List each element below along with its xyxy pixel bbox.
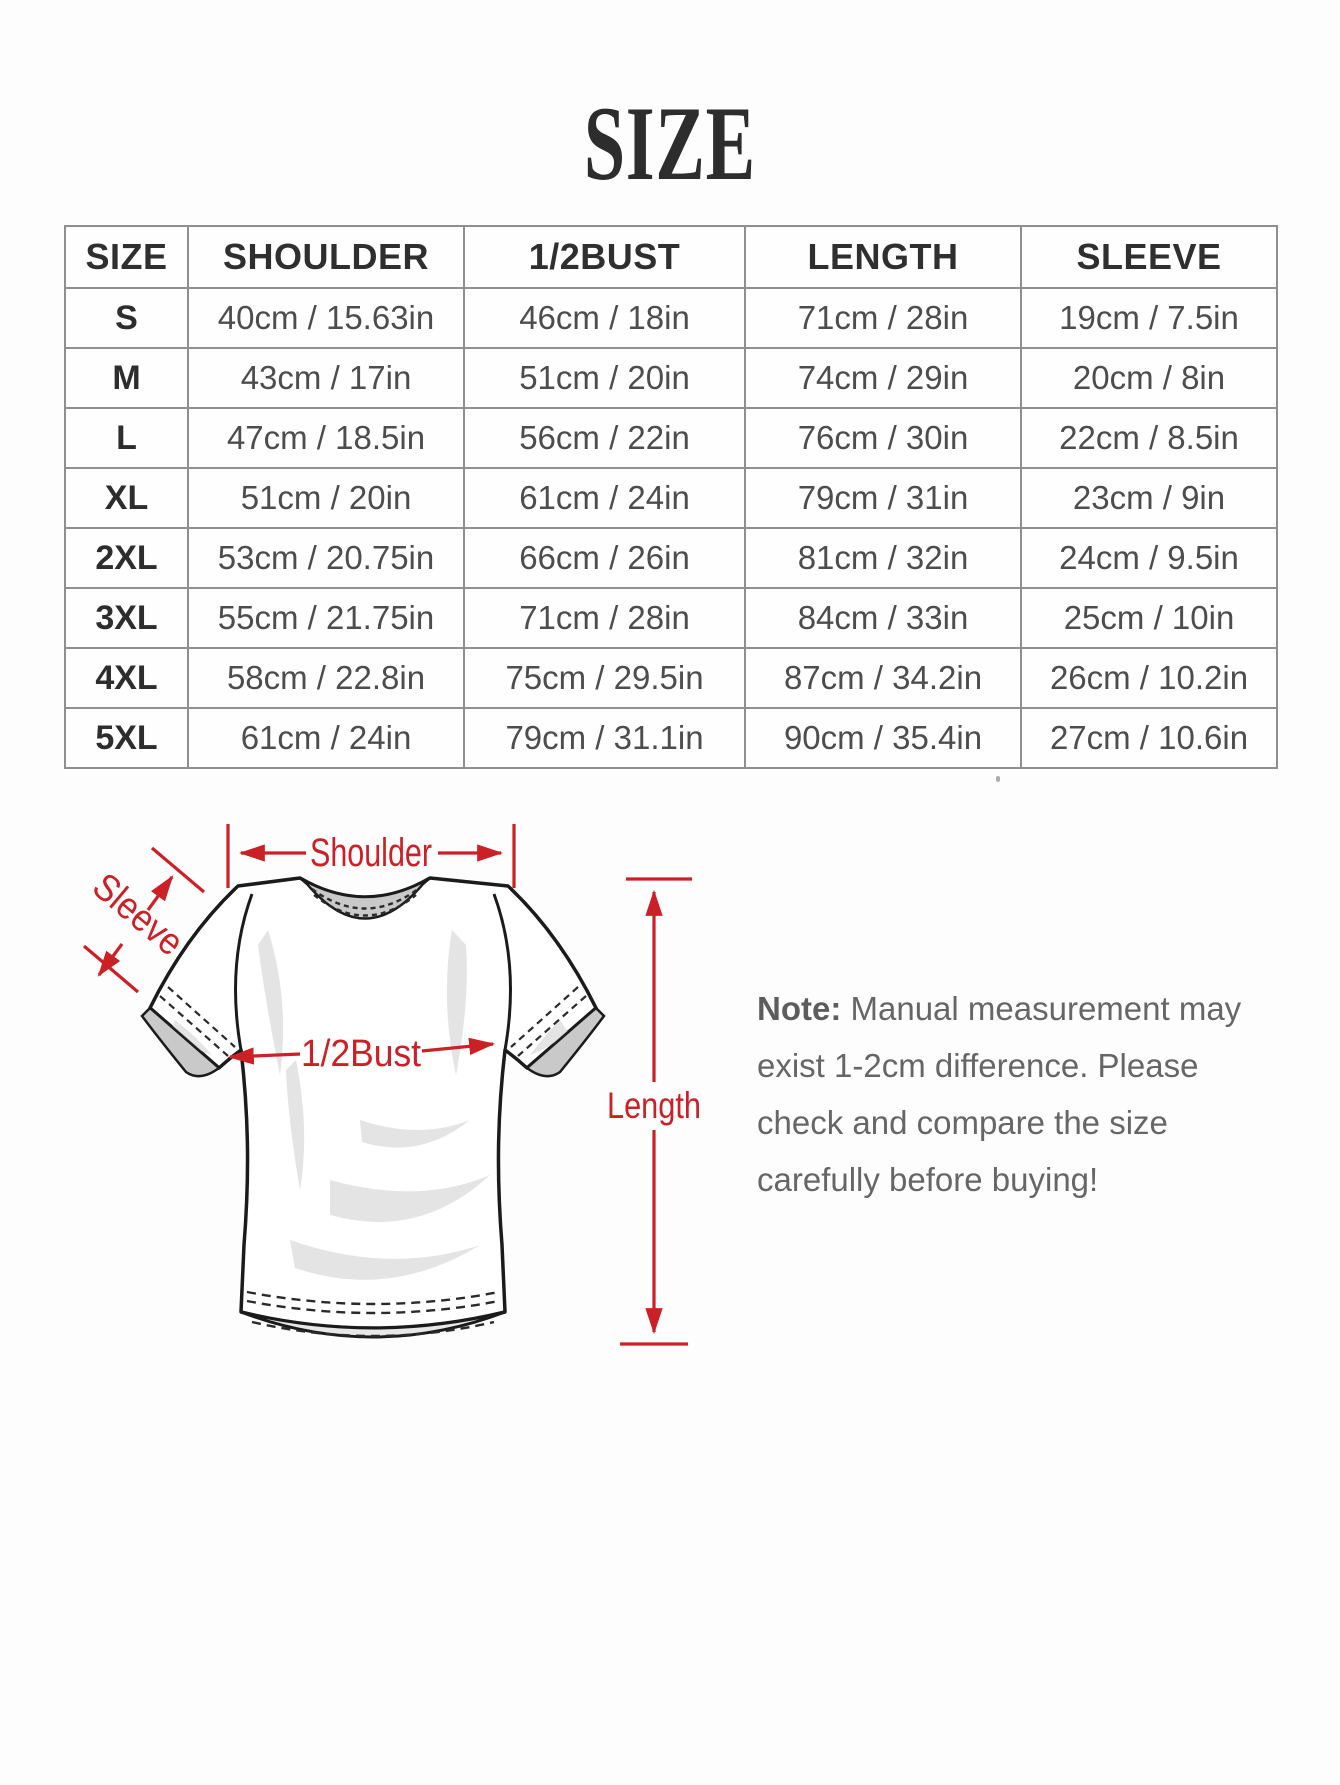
measurement-cell: 53cm / 20.75in [188,528,464,588]
measurement-cell: 79cm / 31in [745,468,1021,528]
size-cell: 2XL [65,528,188,588]
measurement-cell: 90cm / 35.4in [745,708,1021,768]
measurement-cell: 56cm / 22in [464,408,745,468]
measurement-cell: 79cm / 31.1in [464,708,745,768]
note-line: check and compare the size [757,1104,1168,1141]
note-line-text: Manual measurement may [850,990,1242,1027]
sleeve-upper-tick [152,848,204,892]
size-cell: 5XL [65,708,188,768]
note-line: exist 1-2cm difference. Please [757,1047,1199,1084]
measurement-cell: 81cm / 32in [745,528,1021,588]
shoulder-label: Shoulder [310,831,432,875]
measurement-cell: 46cm / 18in [464,288,745,348]
size-cell: M [65,348,188,408]
note-bold-prefix: Note: [757,990,842,1027]
measurement-cell: 61cm / 24in [464,468,745,528]
measurement-cell: 58cm / 22.8in [188,648,464,708]
measurement-cell: 61cm / 24in [188,708,464,768]
measurement-cell: 24cm / 9.5in [1021,528,1277,588]
size-cell: 4XL [65,648,188,708]
column-header: SLEEVE [1021,226,1277,288]
note-block [757,980,1257,1208]
size-cell: 3XL [65,588,188,648]
measurement-cell: 84cm / 33in [745,588,1021,648]
sleeve-lower-tick [84,946,138,992]
size-cell: L [65,408,188,468]
size-cell: XL [65,468,188,528]
measurement-cell: 51cm / 20in [188,468,464,528]
measurement-cell: 43cm / 17in [188,348,464,408]
length-label: Length [607,1085,701,1126]
measurement-cell: 23cm / 9in [1021,468,1277,528]
measurement-cell: 26cm / 10.2in [1021,648,1277,708]
page-title: SIZE [584,85,756,202]
measurement-cell: 20cm / 8in [1021,348,1277,408]
measurement-cell: 47cm / 18.5in [188,408,464,468]
measurement-cell: 87cm / 34.2in [745,648,1021,708]
note-line [757,980,1257,1037]
measurement-cell: 74cm / 29in [745,348,1021,408]
column-header: SIZE [65,226,188,288]
measurement-cell: 22cm / 8.5in [1021,408,1277,468]
measurement-cell: 27cm / 10.6in [1021,708,1277,768]
measurement-cell: 66cm / 26in [464,528,745,588]
column-header: LENGTH [745,226,1021,288]
measurement-cell: 75cm / 29.5in [464,648,745,708]
column-header: 1/2BUST [464,226,745,288]
size-cell: S [65,288,188,348]
note-line: carefully before buying! [757,1161,1099,1198]
measurement-cell: 55cm / 21.75in [188,588,464,648]
measurement-cell: 76cm / 30in [745,408,1021,468]
tshirt-illustration [142,878,604,1337]
column-header: SHOULDER [188,226,464,288]
measurement-cell: 40cm / 15.63in [188,288,464,348]
measurement-cell: 19cm / 7.5in [1021,288,1277,348]
sleeve-label: Sleeve [84,865,201,973]
measurement-cell: 25cm / 10in [1021,588,1277,648]
measurement-cell: 71cm / 28in [745,288,1021,348]
half-bust-label: 1/2Bust [301,1033,422,1075]
measurement-cell: 71cm / 28in [464,588,745,648]
measurement-cell: 51cm / 20in [464,348,745,408]
